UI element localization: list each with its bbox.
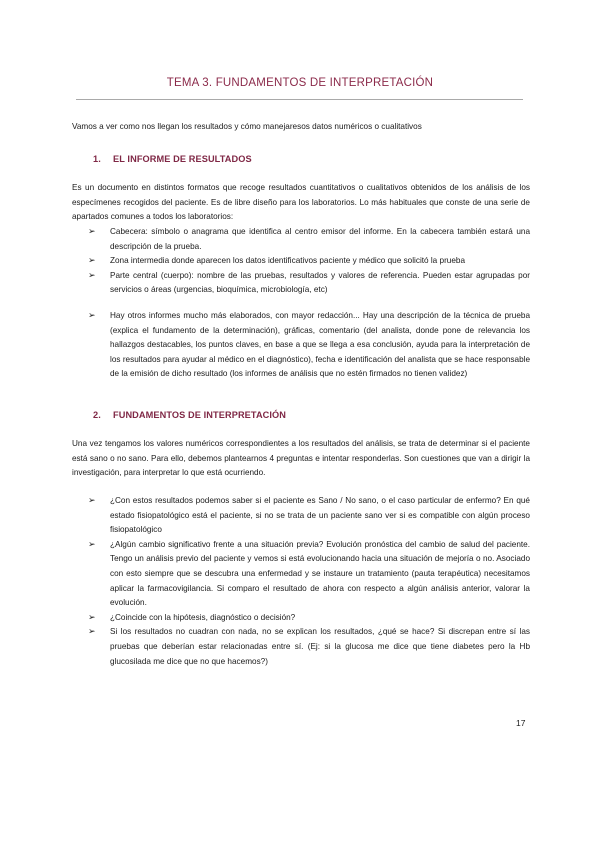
section-2-paragraph: Una vez tengamos los valores numéricos correspondientes a los resultados del análisis, se trata de determinar si el paciente está sano o no sano. Para ello, debemos plantearnos 4 preguntas e intentar responderlas. Son cuestiones que van a dirigir la investigación, para interpretar lo que está ocurriendo.: [72, 439, 530, 478]
intro-text: Vamos a ver como nos llegan los resultados y cómo manejaresos datos numéricos o cualitativos: [72, 122, 422, 131]
section-1-paragraph: Es un documento en distintos formatos que recoge resultados cuantitativos o cualitativos obtenidos de los análisis de los especímenes recogidos del paciente. Es de libre diseño para los laboratorios. Lo más habituales que conste de una serie de apartados comunes a todos los laboratorios:: [72, 183, 530, 222]
arrow-bullet-icon: ➢: [88, 612, 96, 623]
title-divider: [76, 99, 523, 100]
section-2-bullet-list: [88, 494, 530, 669]
section-1-title: EL INFORME DE RESULTADOS: [113, 154, 252, 164]
list-item: ➢ ¿Con estos resultados podemos saber si el paciente es Sano / No sano, o el caso particular de enfermo? En qué estado fisiopatológico está el paciente, si no se trata de un paciente sano ver si es compatible con algún proceso fisiopatológico: [88, 496, 530, 535]
page-number: 17: [516, 718, 526, 728]
arrow-bullet-icon: ➢: [88, 256, 96, 267]
section-1-bullet-list: [88, 225, 530, 298]
page-title: TEMA 3. FUNDAMENTOS DE INTERPRETACIÓN: [166, 77, 434, 89]
section-1-extra-bullet: [88, 309, 530, 382]
list-item: ➢ Zona intermedia donde aparecen los datos identificativos paciente y médico que solicitó la prueba: [88, 254, 530, 269]
arrow-bullet-icon: ➢: [88, 311, 96, 321]
arrow-bullet-icon: ➢: [88, 270, 96, 281]
section-2-number: 2.: [93, 410, 101, 420]
list-item: ➢ ¿Algún cambio significativo frente a una situación previa? Evolución pronóstica del cambio de salud del paciente. Tengo un análisis previo del paciente y vemos si está evolucionando hacia una situación de mejoría o no. Asociado con esto siempre que se descubra una enfermedad y se instaure un tratamiento (pauta terapéutica) necesitamos aplicar la farmacovigilancia. Si comparo el resultado de ahora con respecto a algún análisis anterior, valorar la evolución.: [88, 539, 530, 608]
list-item: ➢ Cabecera: símbolo o anagrama que identifica al centro emisor del informe. En la cabecera también estará una descripción de la prueba.: [88, 227, 530, 251]
list-item: ➢ Parte central (cuerpo): nombre de las pruebas, resultados y valores de referencia. Pueden estar agrupadas por servicios o áreas (urgencias, bioquímica, microbiología, etc): [88, 270, 530, 295]
section-2-heading: [93, 410, 286, 420]
arrow-bullet-icon: ➢: [88, 539, 96, 550]
section-1-number: 1.: [93, 154, 101, 164]
arrow-bullet-icon: ➢: [88, 496, 96, 506]
section-1-heading: [93, 154, 252, 164]
list-item: ➢ ¿Coincide con la hipótesis, diagnóstico o decisión?: [88, 611, 530, 626]
arrow-bullet-icon: ➢: [88, 227, 96, 237]
arrow-bullet-icon: ➢: [88, 627, 96, 638]
section-2-title: FUNDAMENTOS DE INTERPRETACIÓN: [113, 410, 287, 420]
list-item: ➢ Si los resultados no cuadran con nada, no se explican los resultados, ¿qué se hace? Si discrepan entre sí las pruebas que deberían estar relacionadas entre sí. (Ej: si la glucosa me dice que tiene diabetes pero la Hb glucosilada me dice que no que hacemos?): [88, 627, 530, 666]
list-item: ➢ Hay otros informes mucho más elaborados, con mayor redacción... Hay una descripción de la técnica de prueba (explica el fundamento de la determinación), gráficas, comentario (del analista, donde pone de relevancia los hallazgos destacables, los puntos claves, en base a que se llega a esa conclusión, ayuda para la interpretación de los resultados para ayudar al médico en el diagnóstico), fecha e identificación del analista que se hace responsable de la emisión de dicho resultado (los informes de análisis que no estén firmados no tienen validez): [88, 311, 530, 379]
